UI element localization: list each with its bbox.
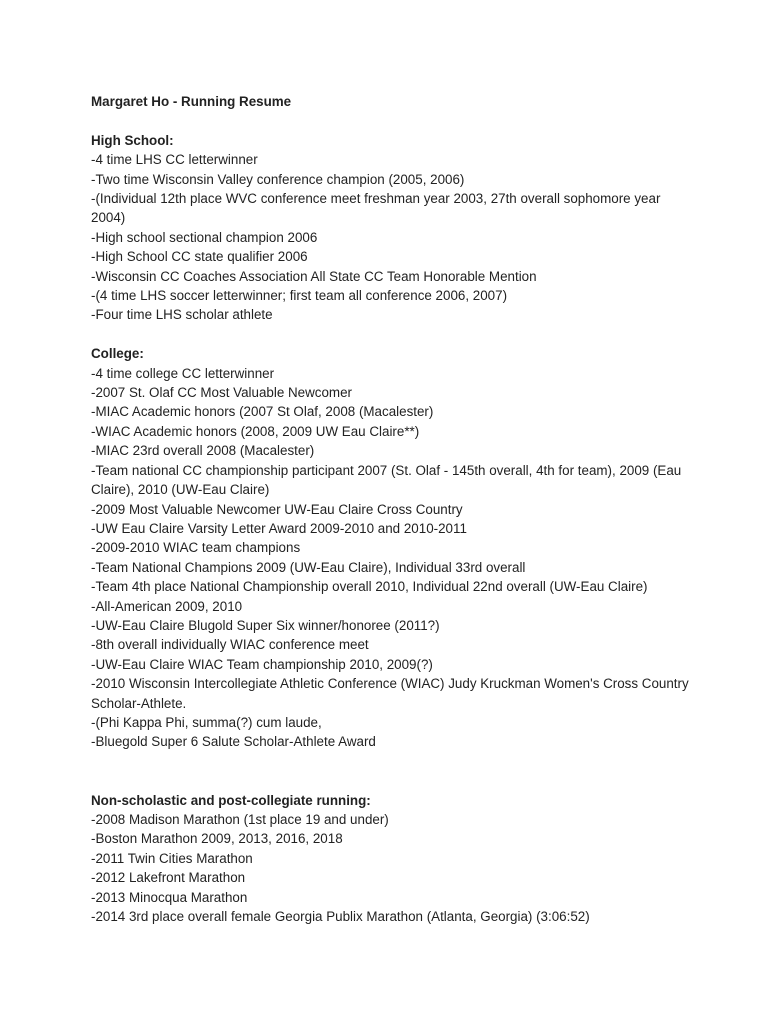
list-item: -2011 Twin Cities Marathon: [91, 850, 253, 866]
list-item: -UW Eau Claire Varsity Letter Award 2009-2010 and 2010-2011: [91, 520, 467, 536]
resume-document: [91, 92, 691, 926]
list-item: -Team National Champions 2009 (UW-Eau Claire), Individual 33rd overall: [91, 559, 526, 575]
list-item: -2014 3rd place overall female Georgia Publix Marathon (Atlanta, Georgia) (3:06:52): [91, 909, 590, 925]
list-item: -2012 Lakefront Marathon: [91, 870, 246, 886]
list-item: -Wisconsin CC Coaches Association All State CC Team Honorable Mention: [91, 268, 537, 284]
list-item: -UW-Eau Claire WIAC Team championship 2010, 2009(?): [91, 656, 433, 672]
list-item: -Team national CC championship participant 2007 (St. Olaf - 145th overall, 4th for team), 2009 (Eau Claire), 2010 (UW-Eau Claire): [91, 462, 682, 498]
list-item: -2013 Minocqua Marathon: [91, 889, 248, 905]
document-title: Margaret Ho - Running Resume: [91, 94, 292, 109]
list-item: -(4 time LHS soccer letterwinner; first team all conference 2006, 2007): [91, 288, 508, 304]
list-item: -2008 Madison Marathon (1st place 19 and under): [91, 811, 389, 827]
list-item: -2009 Most Valuable Newcomer UW-Eau Claire Cross Country: [91, 501, 463, 517]
list-item: -2010 Wisconsin Intercollegiate Athletic Conference (WIAC) Judy Kruckman Women's Cross Country Scholar-Athlete.: [91, 676, 689, 711]
list-item: -Boston Marathon 2009, 2013, 2016, 2018: [91, 831, 343, 847]
list-item: -MIAC Academic honors (2007 St Olaf, 2008 (Macalester): [91, 404, 434, 420]
list-item: -High School CC state qualifier 2006: [91, 249, 308, 265]
list-item: -(Phi Kappa Phi, summa(?) cum laude,: [91, 714, 322, 730]
section-spacer: [91, 325, 691, 344]
high-school-section: [91, 131, 691, 325]
list-item: -UW-Eau Claire Blugold Super Six winner/honoree (2011?): [91, 617, 440, 633]
post-collegiate-section: [91, 791, 691, 927]
list-item: -2009-2010 WIAC team champions: [91, 540, 301, 556]
list-item: -(Individual 12th place WVC conference meet freshman year 2003, 27th overall sophomore year 2004): [91, 191, 661, 226]
high-school-heading: High School:: [91, 132, 174, 148]
list-item: -MIAC 23rd overall 2008 (Macalester): [91, 443, 315, 459]
list-item: -WIAC Academic honors (2008, 2009 UW Eau Claire**): [91, 423, 420, 439]
post-collegiate-heading: Non-scholastic and post-collegiate running:: [91, 792, 371, 808]
list-item: -8th overall individually WIAC conference meet: [91, 637, 369, 653]
list-item: -2007 St. Olaf CC Most Valuable Newcomer: [91, 385, 352, 401]
section-spacer: [91, 752, 691, 791]
list-item: -Two time Wisconsin Valley conference champion (2005, 2006): [91, 171, 465, 187]
list-item: -Four time LHS scholar athlete: [91, 307, 273, 323]
list-item: -4 time college CC letterwinner: [91, 365, 275, 381]
list-item: -Bluegold Super 6 Salute Scholar-Athlete Award: [91, 734, 376, 750]
college-heading: College:: [91, 346, 144, 362]
list-item: -High school sectional champion 2006: [91, 229, 318, 245]
list-item: -4 time LHS CC letterwinner: [91, 152, 258, 168]
list-item: -Team 4th place National Championship overall 2010, Individual 22nd overall (UW-Eau Claire): [91, 579, 648, 595]
list-item: -All-American 2009, 2010: [91, 598, 243, 614]
college-section: [91, 344, 691, 752]
